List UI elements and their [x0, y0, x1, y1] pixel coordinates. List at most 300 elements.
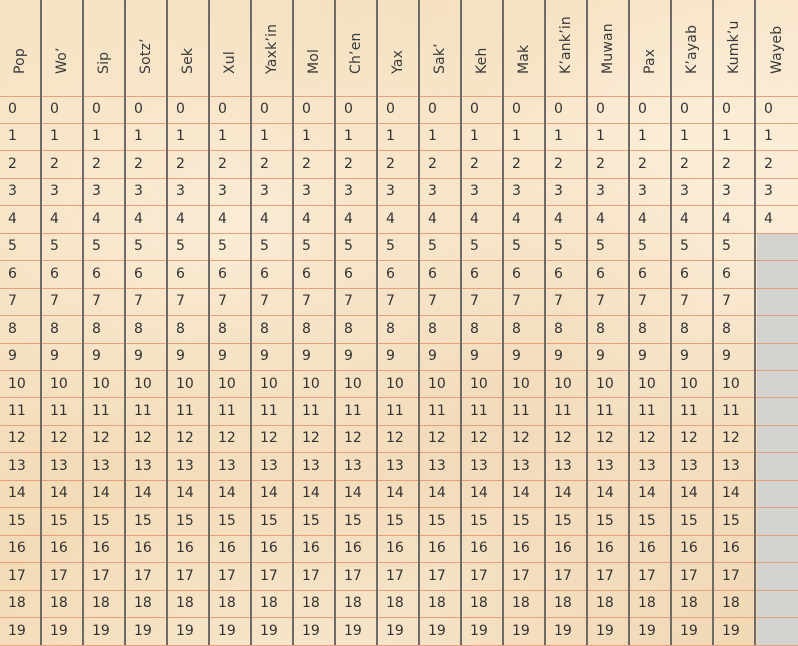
- day-cell: 8: [92, 320, 101, 337]
- day-cell: 15: [680, 512, 698, 529]
- day-cell: 14: [512, 485, 530, 502]
- month-name: Sek: [180, 47, 196, 74]
- day-cell: 2: [344, 155, 353, 172]
- day-cell: 18: [554, 595, 572, 612]
- day-cell: 10: [596, 375, 614, 392]
- day-cell: 15: [302, 512, 320, 529]
- day-cell: 12: [218, 430, 236, 447]
- day-cell: 5: [512, 238, 521, 255]
- day-cell: 7: [722, 293, 731, 310]
- month-column-11: [462, 0, 504, 645]
- day-cell: 9: [638, 348, 647, 365]
- day-cell: 4: [680, 210, 689, 227]
- day-cell: 14: [92, 485, 110, 502]
- day-cell: 9: [512, 348, 521, 365]
- day-cell: 1: [680, 128, 689, 145]
- day-cell: 0: [134, 101, 143, 117]
- day-cell: 15: [722, 512, 740, 529]
- day-cell: 9: [386, 348, 395, 365]
- day-cell: 8: [470, 320, 479, 337]
- day-cell: 18: [386, 595, 404, 612]
- day-cell: 19: [260, 622, 278, 639]
- day-cell: 7: [176, 293, 185, 310]
- day-cell: 19: [554, 622, 572, 639]
- day-cell: 11: [638, 402, 656, 419]
- day-cell: 15: [50, 512, 68, 529]
- day-cell: 1: [512, 128, 521, 145]
- day-cell: 2: [680, 155, 689, 172]
- day-cell: 6: [596, 265, 605, 282]
- day-cell: 17: [218, 567, 236, 584]
- day-cell: 0: [554, 101, 563, 117]
- day-cell: 8: [176, 320, 185, 337]
- day-cell: 10: [134, 375, 152, 392]
- day-cell: 4: [722, 210, 731, 227]
- day-cell: 15: [92, 512, 110, 529]
- day-cell: 18: [302, 595, 320, 612]
- day-cell: 18: [722, 595, 740, 612]
- month-header: [336, 0, 376, 96]
- day-cell: 9: [218, 348, 227, 365]
- day-cell: 6: [260, 265, 269, 282]
- day-cell: 14: [176, 485, 194, 502]
- day-cell: 14: [302, 485, 320, 502]
- day-cell: 3: [386, 183, 395, 200]
- day-cell: 15: [596, 512, 614, 529]
- day-cell: 11: [8, 402, 26, 419]
- month-column-0: [0, 0, 42, 645]
- day-cell: 5: [722, 238, 731, 255]
- day-cell: 18: [260, 595, 278, 612]
- day-cell: 14: [470, 485, 488, 502]
- day-cell: 2: [92, 155, 101, 172]
- day-cell: 10: [386, 375, 404, 392]
- day-cell: 15: [638, 512, 656, 529]
- day-cell: 16: [554, 540, 572, 557]
- day-cell: 11: [134, 402, 152, 419]
- month-header: [126, 0, 166, 96]
- day-cell: 15: [218, 512, 236, 529]
- day-cell: 6: [344, 265, 353, 282]
- day-cell: 11: [50, 402, 68, 419]
- day-cell: 10: [302, 375, 320, 392]
- day-cell: 8: [554, 320, 563, 337]
- month-column-15: [630, 0, 672, 645]
- day-cell: 13: [92, 457, 110, 474]
- month-header: [714, 0, 754, 96]
- day-cell: 5: [260, 238, 269, 255]
- day-cell: 14: [722, 485, 740, 502]
- day-cell: 4: [50, 210, 59, 227]
- day-cell: 6: [92, 265, 101, 282]
- day-cell: 4: [596, 210, 605, 227]
- day-cell: 19: [470, 622, 488, 639]
- month-name: Yaxk’in: [264, 23, 280, 74]
- month-column-4: [168, 0, 210, 645]
- day-cell: 0: [722, 101, 731, 117]
- month-name: K’ank’in: [558, 15, 574, 74]
- day-cell: 9: [554, 348, 563, 365]
- day-cell: 3: [554, 183, 563, 200]
- day-cell: 7: [8, 293, 17, 310]
- day-cell: 6: [428, 265, 437, 282]
- day-cell: 1: [176, 128, 185, 145]
- day-cell: 11: [92, 402, 110, 419]
- day-cell: 2: [764, 155, 773, 172]
- day-cell: 5: [50, 238, 59, 255]
- day-cell: 2: [50, 155, 59, 172]
- day-cell: 4: [470, 210, 479, 227]
- day-cell: 6: [554, 265, 563, 282]
- day-cell: 13: [8, 457, 26, 474]
- day-cell: 14: [680, 485, 698, 502]
- day-cell: 18: [512, 595, 530, 612]
- month-column-3: [126, 0, 168, 645]
- day-cell: 13: [428, 457, 446, 474]
- day-cell: 0: [8, 101, 17, 117]
- month-name: Muwan: [600, 23, 616, 74]
- day-cell: 17: [176, 567, 194, 584]
- day-cell: 16: [50, 540, 68, 557]
- day-cell: 13: [722, 457, 740, 474]
- day-cell: 14: [428, 485, 446, 502]
- day-cell: 11: [302, 402, 320, 419]
- day-cell: 14: [134, 485, 152, 502]
- month-name: Mak: [516, 44, 532, 74]
- day-cell: 13: [680, 457, 698, 474]
- month-column-10: [420, 0, 462, 645]
- month-name: Ch’en: [348, 32, 364, 74]
- month-header: [672, 0, 712, 96]
- day-cell: 18: [50, 595, 68, 612]
- day-cell: 18: [344, 595, 362, 612]
- day-cell: 1: [50, 128, 59, 145]
- month-name: Sotz’: [138, 38, 154, 74]
- day-cell: 9: [8, 348, 17, 365]
- day-cell: 17: [638, 567, 656, 584]
- day-cell: 13: [302, 457, 320, 474]
- day-cell: 16: [386, 540, 404, 557]
- month-name: Kumk’u: [726, 20, 742, 74]
- day-cell: 1: [764, 128, 773, 145]
- day-cell: 7: [512, 293, 521, 310]
- month-name: Sak’: [432, 43, 448, 74]
- day-cell: 19: [512, 622, 530, 639]
- day-cell: 0: [302, 101, 311, 117]
- day-cell: 18: [638, 595, 656, 612]
- day-cell: 14: [554, 485, 572, 502]
- month-name: Keh: [474, 47, 490, 74]
- day-cell: 17: [344, 567, 362, 584]
- day-cell: 8: [638, 320, 647, 337]
- day-cell: 0: [218, 101, 227, 117]
- day-cell: 12: [722, 430, 740, 447]
- month-name: Mol: [306, 48, 322, 74]
- day-cell: 8: [428, 320, 437, 337]
- day-cell: 12: [596, 430, 614, 447]
- day-cell: 2: [596, 155, 605, 172]
- month-column-17: [714, 0, 756, 645]
- month-column-7: [294, 0, 336, 645]
- day-cell: 3: [638, 183, 647, 200]
- day-cell: 10: [428, 375, 446, 392]
- day-cell: 12: [134, 430, 152, 447]
- day-cell: 17: [596, 567, 614, 584]
- day-cell: 4: [764, 210, 773, 227]
- day-cell: 2: [512, 155, 521, 172]
- day-cell: 8: [302, 320, 311, 337]
- day-cell: 5: [638, 238, 647, 255]
- day-cell: 4: [8, 210, 17, 227]
- day-cell: 8: [512, 320, 521, 337]
- day-cell: 1: [386, 128, 395, 145]
- day-cell: 0: [764, 101, 773, 117]
- month-header: [210, 0, 250, 96]
- day-cell: 8: [596, 320, 605, 337]
- day-cell: 10: [218, 375, 236, 392]
- day-cell: 7: [218, 293, 227, 310]
- day-cell: 1: [8, 128, 17, 145]
- day-cell: 3: [470, 183, 479, 200]
- day-cell: 0: [596, 101, 605, 117]
- month-header: [84, 0, 124, 96]
- day-cell: 8: [260, 320, 269, 337]
- day-cell: 4: [302, 210, 311, 227]
- day-cell: 17: [260, 567, 278, 584]
- day-cell: 1: [260, 128, 269, 145]
- month-column-12: [504, 0, 546, 645]
- month-column-1: [42, 0, 84, 645]
- day-cell: 11: [596, 402, 614, 419]
- day-cell: 2: [218, 155, 227, 172]
- day-cell: 5: [596, 238, 605, 255]
- month-name: K’ayab: [684, 24, 700, 74]
- day-cell: 10: [176, 375, 194, 392]
- day-cell: 0: [344, 101, 353, 117]
- day-cell: 11: [176, 402, 194, 419]
- month-header: [588, 0, 628, 96]
- day-cell: 1: [722, 128, 731, 145]
- day-cell: 4: [134, 210, 143, 227]
- day-cell: 6: [386, 265, 395, 282]
- day-cell: 1: [596, 128, 605, 145]
- day-cell: 17: [134, 567, 152, 584]
- day-cell: 7: [596, 293, 605, 310]
- day-cell: 13: [344, 457, 362, 474]
- day-cell: 18: [176, 595, 194, 612]
- month-header: [42, 0, 82, 96]
- day-cell: 8: [722, 320, 731, 337]
- day-cell: 4: [638, 210, 647, 227]
- day-cell: 3: [428, 183, 437, 200]
- day-cell: 2: [176, 155, 185, 172]
- day-cell: 6: [680, 265, 689, 282]
- day-cell: 12: [344, 430, 362, 447]
- day-cell: 16: [428, 540, 446, 557]
- day-cell: 8: [218, 320, 227, 337]
- month-header: [756, 0, 798, 96]
- day-cell: 6: [134, 265, 143, 282]
- day-cell: 0: [638, 101, 647, 117]
- day-cell: 16: [638, 540, 656, 557]
- day-cell: 9: [680, 348, 689, 365]
- day-cell: 13: [50, 457, 68, 474]
- day-cell: 1: [344, 128, 353, 145]
- day-cell: 1: [134, 128, 143, 145]
- day-cell: 19: [302, 622, 320, 639]
- day-cell: 10: [722, 375, 740, 392]
- day-cell: 12: [8, 430, 26, 447]
- day-cell: 18: [596, 595, 614, 612]
- month-header: [546, 0, 586, 96]
- day-cell: 8: [344, 320, 353, 337]
- day-cell: 16: [512, 540, 530, 557]
- month-header: [420, 0, 460, 96]
- day-cell: 4: [554, 210, 563, 227]
- day-cell: 14: [50, 485, 68, 502]
- day-cell: 3: [680, 183, 689, 200]
- day-cell: 7: [50, 293, 59, 310]
- day-cell: 13: [176, 457, 194, 474]
- day-cell: 12: [470, 430, 488, 447]
- month-header: [252, 0, 292, 96]
- day-cell: 15: [428, 512, 446, 529]
- day-cell: 5: [344, 238, 353, 255]
- day-cell: 19: [50, 622, 68, 639]
- day-cell: 7: [428, 293, 437, 310]
- day-cell: 7: [680, 293, 689, 310]
- day-cell: 9: [134, 348, 143, 365]
- month-column-13: [546, 0, 588, 645]
- month-header: [0, 0, 40, 96]
- day-cell: 12: [386, 430, 404, 447]
- day-cell: 4: [512, 210, 521, 227]
- month-name: Yax: [390, 49, 406, 74]
- day-cell: 13: [638, 457, 656, 474]
- day-cell: 3: [92, 183, 101, 200]
- day-cell: 10: [260, 375, 278, 392]
- day-cell: 9: [344, 348, 353, 365]
- day-cell: 2: [470, 155, 479, 172]
- month-name: Sip: [96, 51, 112, 74]
- day-cell: 18: [428, 595, 446, 612]
- day-cell: 3: [134, 183, 143, 200]
- day-cell: 14: [218, 485, 236, 502]
- day-cell: 8: [386, 320, 395, 337]
- day-cell: 14: [638, 485, 656, 502]
- day-cell: 6: [470, 265, 479, 282]
- month-column-5: [210, 0, 252, 645]
- day-cell: 14: [260, 485, 278, 502]
- month-column-16: [672, 0, 714, 645]
- day-cell: 17: [722, 567, 740, 584]
- day-cell: 13: [260, 457, 278, 474]
- day-cell: 12: [302, 430, 320, 447]
- day-cell: 17: [470, 567, 488, 584]
- day-cell: 3: [302, 183, 311, 200]
- day-cell: 12: [428, 430, 446, 447]
- day-cell: 5: [134, 238, 143, 255]
- day-cell: 9: [596, 348, 605, 365]
- day-cell: 18: [134, 595, 152, 612]
- day-cell: 15: [260, 512, 278, 529]
- day-cell: 11: [470, 402, 488, 419]
- day-cell: 13: [218, 457, 236, 474]
- day-cell: 16: [680, 540, 698, 557]
- day-cell: 14: [596, 485, 614, 502]
- day-cell: 15: [512, 512, 530, 529]
- day-cell: 15: [134, 512, 152, 529]
- day-cell: 5: [386, 238, 395, 255]
- day-cell: 3: [512, 183, 521, 200]
- month-column-9: [378, 0, 420, 645]
- day-cell: 1: [302, 128, 311, 145]
- day-cell: 16: [134, 540, 152, 557]
- month-name: Pax: [642, 48, 658, 74]
- day-cell: 12: [638, 430, 656, 447]
- day-cell: 6: [8, 265, 17, 282]
- day-cell: 11: [680, 402, 698, 419]
- day-cell: 19: [596, 622, 614, 639]
- day-cell: 2: [722, 155, 731, 172]
- day-cell: 7: [134, 293, 143, 310]
- day-cell: 0: [260, 101, 269, 117]
- day-cell: 13: [470, 457, 488, 474]
- month-header: [168, 0, 208, 96]
- day-cell: 3: [218, 183, 227, 200]
- day-cell: 8: [134, 320, 143, 337]
- day-cell: 13: [596, 457, 614, 474]
- day-cell: 14: [344, 485, 362, 502]
- day-cell: 9: [302, 348, 311, 365]
- day-cell: 12: [554, 430, 572, 447]
- day-cell: 7: [554, 293, 563, 310]
- day-cell: 10: [554, 375, 572, 392]
- day-cell: 18: [92, 595, 110, 612]
- day-cell: 3: [260, 183, 269, 200]
- day-cell: 2: [8, 155, 17, 172]
- month-column-8: [336, 0, 378, 645]
- day-cell: 13: [386, 457, 404, 474]
- day-cell: 16: [218, 540, 236, 557]
- day-cell: 11: [428, 402, 446, 419]
- day-cell: 17: [680, 567, 698, 584]
- day-cell: 11: [554, 402, 572, 419]
- day-cell: 1: [554, 128, 563, 145]
- day-cell: 7: [470, 293, 479, 310]
- day-cell: 12: [680, 430, 698, 447]
- day-cell: 4: [386, 210, 395, 227]
- month-header: [378, 0, 418, 96]
- day-cell: 11: [386, 402, 404, 419]
- day-cell: 9: [176, 348, 185, 365]
- day-cell: 1: [470, 128, 479, 145]
- day-cell: 15: [176, 512, 194, 529]
- day-cell: 4: [176, 210, 185, 227]
- day-cell: 2: [260, 155, 269, 172]
- day-cell: 0: [680, 101, 689, 117]
- day-cell: 3: [176, 183, 185, 200]
- day-cell: 0: [512, 101, 521, 117]
- day-cell: 0: [92, 101, 101, 117]
- month-name: Pop: [12, 48, 28, 74]
- day-cell: 9: [722, 348, 731, 365]
- day-cell: 5: [302, 238, 311, 255]
- day-cell: 19: [176, 622, 194, 639]
- day-cell: 19: [344, 622, 362, 639]
- day-cell: 2: [302, 155, 311, 172]
- day-cell: 1: [218, 128, 227, 145]
